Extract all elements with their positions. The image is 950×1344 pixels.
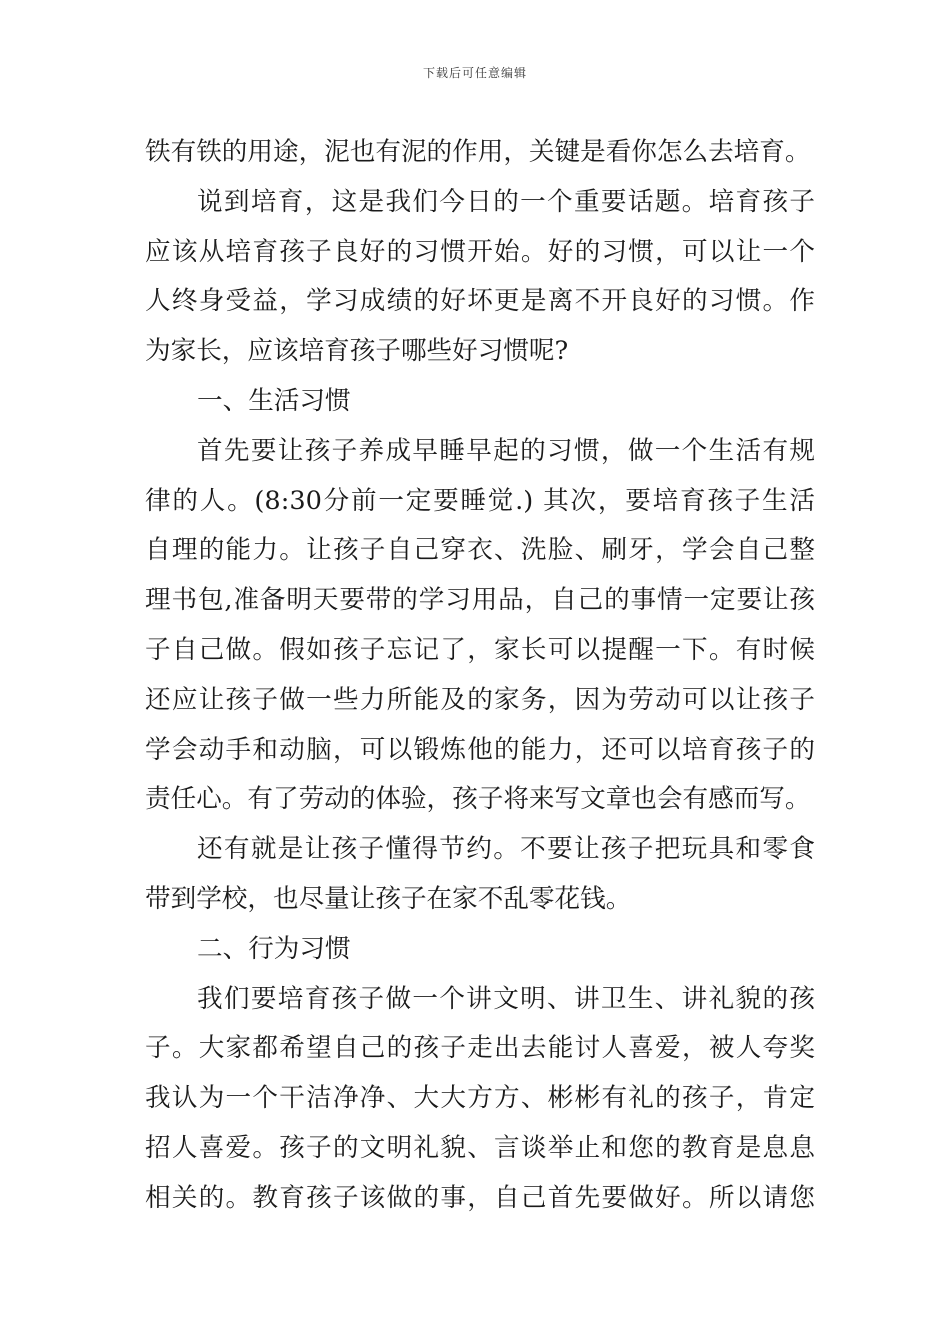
text-line: 我们要培育孩子做一个讲文明、讲卫生、讲礼貌的孩 [197,983,815,1014]
text-line: 招人喜爱。孩子的文明礼貌、言谈举止和您的教育是息息 [145,1132,815,1163]
text-line: 还有就是让孩子懂得节约。不要让孩子把玩具和零食 [197,834,815,865]
text-line: 铁有铁的用途，泥也有泥的作用，关键是看你怎么去培育。 [145,137,811,167]
text-line: 应该从培育孩子良好的习惯开始。好的习惯，可以让一个 [145,236,815,267]
text-line: 学会动手和动脑，可以锻炼他的能力，还可以培育孩子的 [145,734,815,765]
text-line: 二、行为习惯 [197,933,351,964]
text-line: 为家长，应该培育孩子哪些好习惯呢? [145,336,569,367]
text-line: 我认为一个干洁净净、大大方方、彬彬有礼的孩子，肯定 [145,1083,815,1114]
text-line: 一、生活习惯 [197,385,351,416]
text-line: 理书包,准备明天要带的学习用品，自己的事情一定要让孩 [145,585,815,616]
text-line: 还应让孩子做一些力所能及的家务，因为劳动可以让孩子 [145,684,815,715]
page-header-note: 下载后可任意编辑 [422,66,527,80]
text-line: 子。大家都希望自己的孩子走出去能讨人喜爱，被人夸奖 [145,1033,815,1064]
text-line: 人终身受益，学习成绩的好坏更是离不开良好的习惯。作 [145,286,815,317]
text-line: 说到培育，这是我们今日的一个重要话题。培育孩子 [197,186,815,217]
text-line: 子自己做。假如孩子忘记了，家长可以提醒一下。有时候 [145,634,815,665]
text-line: 自理的能力。让孩子自己穿衣、洗脸、刷牙，学会自己整 [145,535,815,566]
text-line: 首先要让孩子养成早睡早起的习惯，做一个生活有规 [197,435,815,466]
text-line: 律的人。(8:30分前一定要睡觉.) 其次，要培育孩子生活 [145,485,815,516]
body-text [145,128,815,1224]
text-line: 带到学校，也尽量让孩子在家不乱零花钱。 [145,883,632,914]
text-line: 责任心。有了劳动的体验，孩子将来写文章也会有感而写。 [145,784,811,815]
text-line: 相关的。教育孩子该做的事，自己首先要做好。所以请您 [145,1182,815,1213]
